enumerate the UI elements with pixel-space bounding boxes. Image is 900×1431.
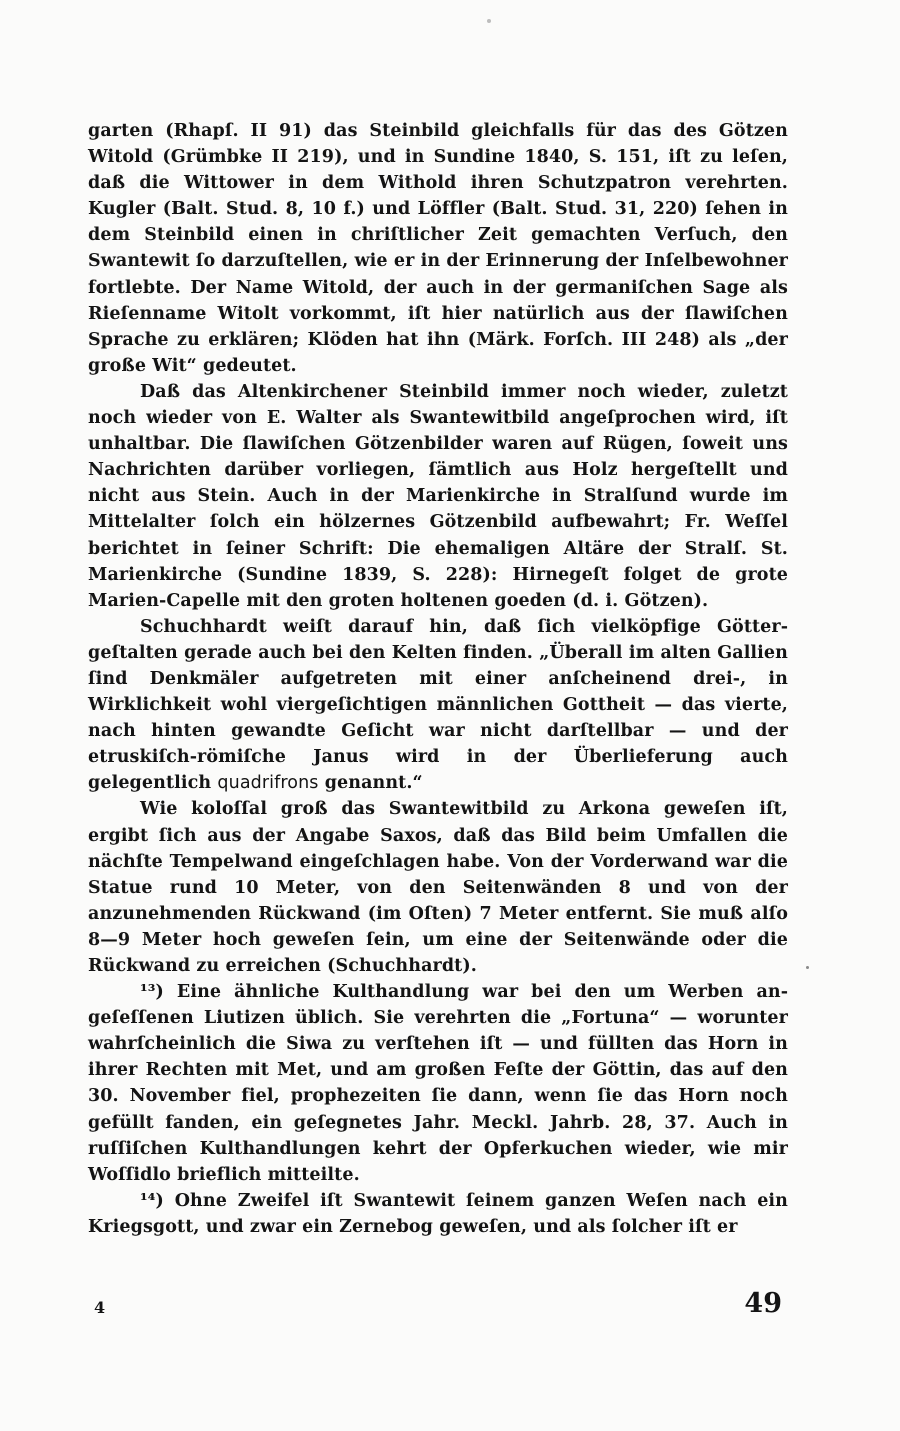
paragraph-schuchhardt-text: Schuchhardt weiſt darauf hin, daß ſich vielköpfige Göttergeſtalten gerade auch bei den Kelten finden. „Überall im alten Gallien ſind Denkmäler aufgetreten mit einer anſcheinend drei-, in Wirklichkeit wohl viergeſichtigen männlichen Gottheit — das vierte, nach hinten gewandte Geſicht war nicht darſtellbar — und der etruskiſch-römiſche Janus wird in der Überlieferung auch gelegentlich — [88, 616, 788, 794]
latin-term: quadrifrons — [217, 773, 319, 794]
footnote-13-text: Eine ähnliche Kulthandlung war bei den um Werben angeſeſſenen Liutizen üblich. Sie verehrten die „Fortuna“ — worunter wahrſcheinlich die Siwa zu verſtehen iſt — und füllten das Horn in ihrer Rechten mit Met, und am großen Feſte der Göttin, das auf den 30. November fiel, prophezeiten ſie dann, wenn ſie das Horn noch gefüllt fanden, ein geſegnetes Jahr. Meckl. Jahrb. 28, 37. Auch in ruſſiſchen Kulthandlungen kehrt der Opferkuchen wieder, wie mir Woſſidlo brieflich mitteilte. — [88, 982, 788, 1185]
signature-mark: 4 — [94, 1298, 106, 1317]
body-text — [88, 118, 788, 1240]
footnote-14-text: Ohne Zweifel iſt Swantewit ſeinem ganzen Weſen nach ein Kriegsgott, und zwar ein Zernebog geweſen, und als ſolcher iſt er — [88, 1190, 788, 1237]
footnote-13-marker: ¹³) — [140, 982, 164, 1003]
footnote-14 — [88, 1188, 788, 1240]
paragraph-schuchhardt — [88, 614, 788, 797]
paragraph-continuation: garten (Rhapſ. II 91) das Steinbild gleichfalls für das des Götzen Witold (Grümbke II 219), und in Sundine 1840, S. 151, iſt zu leſen, daß die Wittower in dem Withold ihren Schutzpatron verehrten. Kugler (Balt. Stud. 8, 10 f.) und Löffler (Balt. Stud. 31, 220) ſehen in dem Steinbild einen in chriſtlicher Zeit gemachten Verſuch, den Swantewit ſo darzuſtellen, wie er in der Erinnerung der Inſelbewohner fortlebte. Der Name Witold, der auch in der germaniſchen Sage als Rieſenname Witolt vorkommt, iſt hier natürlich aus der ſlawiſchen Sprache zu erklären; Klöden hat ihn (Märk. Forſch. III 248) als „der große Wit“ gedeutet. — [88, 121, 788, 376]
paragraph-altenkirchen: Daß das Altenkirchener Steinbild immer noch wieder, zuletzt noch wieder von E. Walter als Swantewitbild angeſprochen wird, iſt unhaltbar. Die ſlawiſchen Götzenbilder waren auf Rügen, ſoweit uns Nachrichten darüber vorliegen, ſämtlich aus Holz hergeſtellt und nicht aus Stein. Auch in der Marienkirche in Stralſund wurde im Mittelalter ſolch ein hölzernes Götzenbild aufbewahrt; Fr. Weſſel berichtet in ſeiner Schrift: Die ehemaligen Altäre der Stralſ. St. Marienkirche (Sundine 1839, S. 228): Hirnegeſt folget de grote Marien-Capelle mit den groten holtenen goeden (d. i. Götzen). — [88, 381, 788, 611]
paragraph-schuchhardt-end: genannt.“ — [318, 773, 423, 794]
paper-speck — [487, 19, 491, 23]
paper-speck — [806, 966, 809, 969]
footnote-13 — [88, 979, 788, 1188]
paragraph-arkona: Wie koloſſal groß das Swantewitbild zu Arkona geweſen iſt, ergibt ſich aus der Angabe Saxos, daß das Bild beim Umfallen die nächſte Tempelwand eingeſchlagen habe. Von der Vorderwand war die Statue rund 10 Meter, von den Seitenwänden 8 und von der anzunehmenden Rückwand (im Oſten) 7 Meter entfernt. Sie muß alſo 8—9 Meter hoch geweſen ſein, um eine der Seitenwände oder die Rückwand zu erreichen (Schuchhardt). — [88, 799, 788, 976]
footnote-14-marker: ¹⁴) — [140, 1190, 164, 1211]
page-number: 49 — [744, 1288, 782, 1319]
